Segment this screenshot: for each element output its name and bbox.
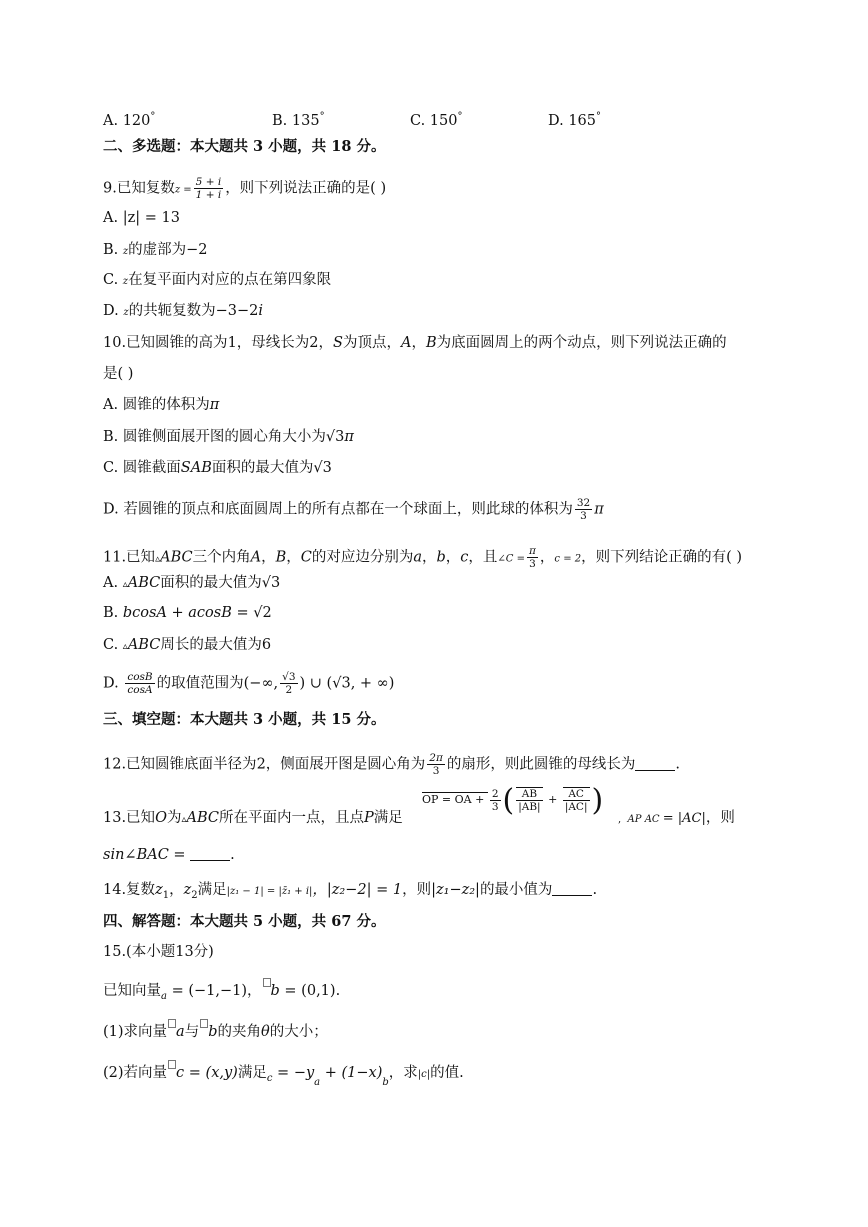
choice-b: B. 135° <box>272 111 325 129</box>
answer-blank[interactable] <box>190 848 230 861</box>
section-heading-solutions: 四、解答题：本大题共 5 小题，共 67 分。 <box>103 913 386 930</box>
question-12: 12.已知圆锥底面半径为2，侧面展开图是圆心角为 $\frac{2\pi}{3}$ 的扇形，则此圆锥的母线长为 . <box>103 752 680 777</box>
question-15-part-1: (1)求向量 a与 b的夹角θ的大小； <box>103 1019 328 1042</box>
question-15-title: 15.(本小题13分) <box>103 944 214 960</box>
question-15-part-2: (2)若向量 c = (x,y)满足$_c = -y_a + (1-x)_b$，求|c|的值. <box>103 1060 464 1093</box>
answer-blank[interactable] <box>635 758 675 771</box>
question-13-condition: , AP AC = |AC|，则 <box>618 810 735 826</box>
question-10-option-d: D. 若圆锥的顶点和底面圆周上的所有点都在一个球面上，则此球的体积为 $\frac{32}{3}$ π <box>103 497 604 522</box>
question-10-option-c: C. 圆锥截面SAB面积的最大值为√3 <box>103 460 332 476</box>
question-10-stem-line2: 是( ) <box>103 366 134 382</box>
question-13-line2: sin∠BAC = . <box>103 847 235 863</box>
choice-a: A. 120° <box>103 111 156 129</box>
question-13-line1: 13.已知O为▵ABC所在平面内一点，且点P满足 <box>103 810 403 826</box>
question-9-stem: 9.已知复数z = $\frac{5 + i}{1 + i}$ ，则下列说法正确的是( ) <box>103 176 387 201</box>
question-11-option-a: A. ▵ABC面积的最大值为√3 <box>103 575 281 591</box>
question-9-option-c: C. z在复平面内对应的点在第四象限 <box>103 272 332 288</box>
question-14: 14.复数$z_1$，$z_2$满足|z₁ − 1| = |z̄₁ + i|，|z₂−2| = 1，则|z₁−z₂|的最小值为 . <box>103 882 598 901</box>
question-9-option-a: A. |z| = 13 <box>103 210 180 226</box>
question-9-option-b: B. z的虚部为−2 <box>103 242 208 258</box>
question-15-given: 已知向量$_a$ = (−1,−1)， b = (0,1). <box>103 978 340 1007</box>
answer-blank[interactable] <box>552 883 592 896</box>
question-10-stem: 10.已知圆锥的高为1，母线长为2，S为顶点，A，B为底面圆周上的两个动点，则下列说法正确的 <box>103 335 727 351</box>
question-10-option-b: B. 圆锥侧面展开图的圆心角大小为√3π <box>103 429 354 445</box>
question-11-option-c: C. ▵ABC周长的最大值为6 <box>103 637 272 653</box>
section-heading-multi-choice: 二、多选题：本大题共 3 小题，共 18 分。 <box>103 138 386 155</box>
question-11-stem: 11.已知▵ABC三个内角A，B，C的对应边分别为a，b，c，且∠C = $\frac{\pi}{3}$ ，c = 2，则下列结论正确的有( ) <box>103 545 743 570</box>
section-heading-fill-blank: 三、填空题：本大题共 3 小题，共 15 分。 <box>103 711 386 728</box>
choice-d: D. 165° <box>548 111 602 129</box>
choice-c: C. 150° <box>410 111 463 129</box>
question-11-option-d: D. $\frac{\cos B}{\cos A}$ 的取值范围为(−∞, $\frac{√3}{2}$ ) ∪ (√3, + ∞) <box>103 671 395 696</box>
question-11-option-b: B. bcosA + acosB = √2 <box>103 605 272 621</box>
question-10-option-a: A. 圆锥的体积为π <box>103 397 220 413</box>
question-9-option-d: D. z的共轭复数为−3−2i <box>103 303 263 319</box>
question-13-vector-equation: OP = OA + $\frac{2}{3}$ ( $\frac{AB}{|AB|}$ + $\frac{AC}{|AC|}$ ) <box>422 783 604 818</box>
